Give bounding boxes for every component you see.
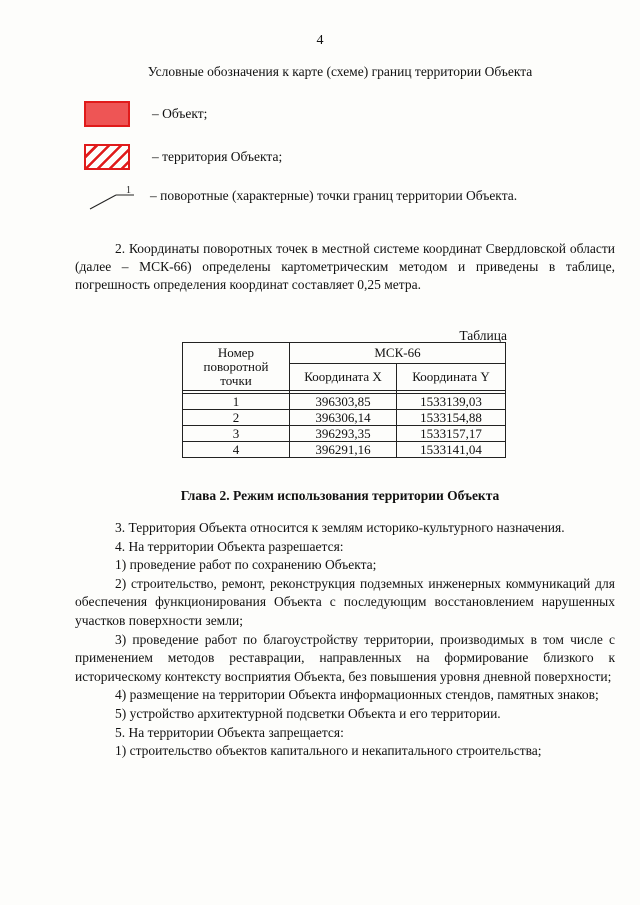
turning-point-label: 1	[126, 185, 131, 196]
paragraph-coordinates: 2. Координаты поворотных точек в местной системе координат Свердловской области (далее – МСК-66) определены картометрическим методом и приведены в таблице, погрешность определения координат составляет 0,25 метра.	[75, 241, 615, 292]
cell-coord-y: 1533154,88	[397, 410, 506, 426]
header-point-number: Номер поворотной точки	[183, 343, 290, 391]
regulation-list	[75, 519, 615, 761]
cell-coord-x: 396306,14	[290, 410, 397, 426]
header-coord-y: Координата Y	[397, 364, 506, 391]
list-item: 1) строительство объектов капитального и некапитального строительства;	[115, 743, 542, 759]
legend-item-territory	[84, 144, 282, 170]
list-item: 5. На территории Объекта запрещается:	[115, 724, 344, 740]
cell-point-number: 1	[183, 394, 290, 410]
cell-point-number: 2	[183, 410, 290, 426]
list-item: 1) проведение работ по сохранению Объекта;	[115, 557, 377, 573]
turning-point-icon	[88, 181, 136, 211]
header-msk66: МСК-66	[290, 343, 506, 364]
list-item: 4) размещение на территории Объекта информационных стендов, памятных знаков;	[115, 687, 599, 703]
table-row	[183, 426, 506, 442]
legend-item-points	[88, 181, 517, 211]
legend-item-object	[84, 101, 207, 127]
page-number: 4	[316, 33, 324, 48]
object-fill-icon	[84, 101, 130, 127]
legend-label-object: – Объект;	[152, 106, 208, 121]
cell-point-number: 3	[183, 426, 290, 442]
coordinates-table	[182, 342, 506, 458]
cell-coord-x: 396303,85	[290, 394, 397, 410]
cell-point-number: 4	[183, 442, 290, 458]
list-item: 5) устройство архитектурной подсветки Объекта и его территории.	[115, 705, 501, 721]
list-item: 3. Территория Объекта относится к землям историко-культурного назначения.	[115, 520, 565, 535]
list-item: 2) строительство, ремонт, реконструкция подземных инженерных коммуникаций для обеспечения функционирования Объекта с последующим восстановлением нарушенных участков поверхности земли;	[75, 575, 615, 628]
table-row	[183, 442, 506, 458]
cell-coord-y: 1533141,04	[397, 442, 506, 458]
cell-coord-x: 396293,35	[290, 426, 397, 442]
cell-coord-y: 1533157,17	[397, 426, 506, 442]
cell-coord-x: 396291,16	[290, 442, 397, 458]
list-item: 3) проведение работ по благоустройству территории, производимых в том числе с применением методов реставрации, направленных на формирование близкого к историческому контексту восприятия Объекта, без повышения уровня дневной поверхности;	[75, 631, 615, 684]
table-caption: Таблица	[459, 328, 507, 343]
chapter-title: Глава 2. Режим использования территории Объекта	[180, 488, 500, 503]
cell-coord-y: 1533139,03	[397, 394, 506, 410]
legend-label-territory: – территория Объекта;	[152, 149, 283, 164]
territory-hatch-icon	[84, 144, 130, 170]
list-item: 4. На территории Объекта разрешается:	[115, 538, 344, 554]
legend-label-points: – поворотные (характерные) точки границ территории Объекта.	[150, 188, 518, 203]
legend-title: Условные обозначения к карте (схеме) границ территории Объекта	[147, 64, 533, 79]
header-coord-x: Координата X	[290, 364, 397, 391]
table-row	[183, 394, 506, 410]
table-row	[183, 410, 506, 426]
